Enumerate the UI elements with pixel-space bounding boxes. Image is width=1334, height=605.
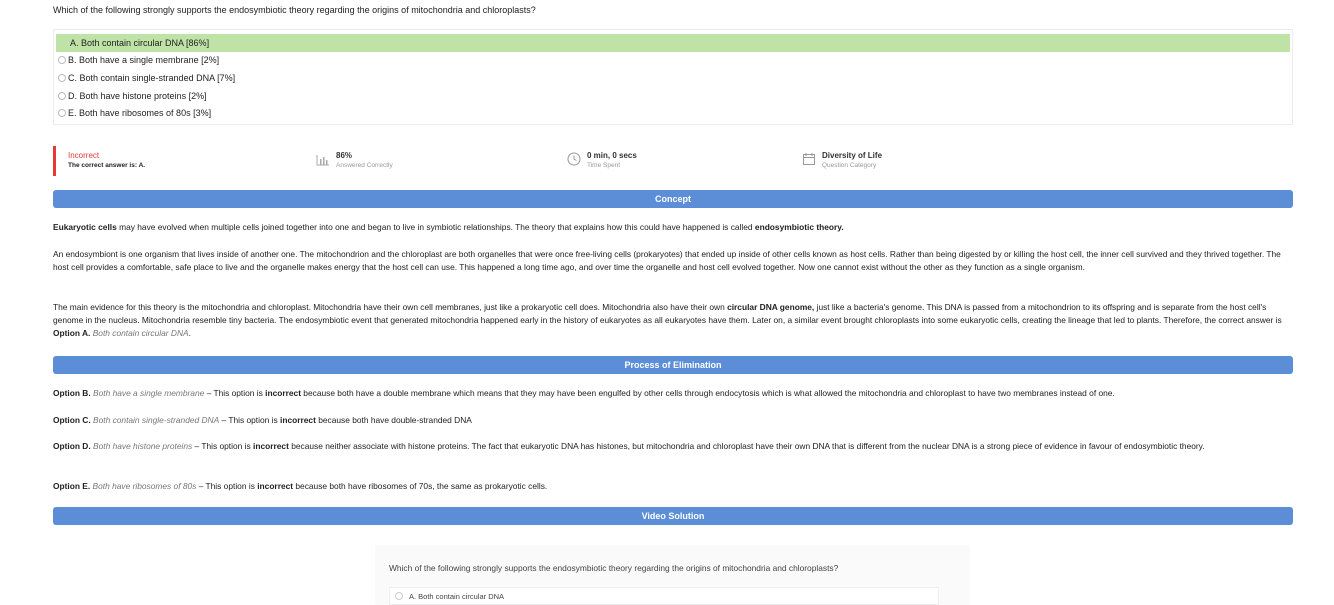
italic-text: Both have ribosomes of 80s: [92, 481, 197, 491]
text: – This option is: [219, 415, 281, 425]
option-e[interactable]: [56, 104, 1290, 122]
bold-text: Eukaryotic cells: [53, 222, 117, 232]
option-label: Option E.: [53, 481, 91, 491]
stat-time-spent: [567, 146, 637, 176]
option-label: A. Both contain circular DNA [86%]: [70, 37, 210, 48]
italic-text: Both have histone proteins: [93, 441, 193, 451]
italic-text: Both contain circular DNA: [92, 328, 189, 338]
time-value: 0 min, 0 secs: [587, 151, 637, 160]
radio-icon[interactable]: [58, 92, 66, 100]
text: just like a bacteria's genome. This DNA is passed from a mitochondrion to its offspring and is separate from the host cell's genome in the nucleus. Mitochondria resemble tiny bacteria. The endosymbiotic event that generated mitochondria happened early in the history of eukaryotes as all eukaryotes have them. Later on, a similar event brought chloroplasts into some eukaryotic cells, creating the lineage that led to plants. Therefore, the correct answer is: [53, 302, 1282, 325]
bold-text: incorrect: [253, 441, 289, 451]
stat-answered-correctly: [316, 146, 393, 176]
question-text: Which of the following strongly supports the endosymbiotic theory regarding the origins of mitochondria and chloroplasts?: [53, 5, 536, 15]
bold-text: incorrect: [265, 388, 301, 398]
correct-answer-text: The correct answer is: A.: [68, 162, 146, 169]
text: .: [188, 328, 191, 338]
text: – This option is: [204, 388, 266, 398]
text: because both have ribosomes of 70s, the same as prokaryotic cells.: [293, 481, 548, 491]
bar-chart-icon: [316, 152, 330, 166]
option-label: Option B.: [53, 388, 91, 398]
concept-paragraph-1: [53, 221, 1293, 234]
option-label: D. Both have histone proteins [2%]: [68, 90, 207, 101]
percent-label: Answered Correctly: [336, 162, 393, 169]
italic-text: Both contain single-stranded DNA: [93, 415, 220, 425]
clock-icon: [567, 152, 581, 166]
option-label: Option D.: [53, 441, 91, 451]
video-option-a: [389, 587, 939, 605]
bold-text: incorrect: [280, 415, 316, 425]
option-label: B. Both have a single membrane [2%]: [68, 55, 220, 66]
option-label: A. Both contain circular DNA: [409, 591, 505, 601]
video-player[interactable]: [375, 545, 970, 605]
concept-paragraph-2: An endosymbiont is one organism that lives inside of another one. The mitochondrion and the chloroplast are both organelles that were once free-living cells (prokaryotes) that ended up inside of other cells known as host cells. Rather than being digested by or killing the host cell, the inner cell survived and they thrived together. The host cell provides a comfortable, safe place to live and the organelle makes energy that the host cell can use. This happened a long time ago, and over time the organelle and host cell evolved together. Now one cannot exist without the other as they function as a single organism.: [53, 249, 1281, 272]
result-label: Incorrect: [68, 151, 100, 160]
option-label: Option C.: [53, 415, 91, 425]
option-d[interactable]: [56, 87, 1290, 105]
video-question-text: Which of the following strongly supports the endosymbiotic theory regarding the origins of mitochondria and chloroplasts?: [389, 563, 839, 573]
radio-icon[interactable]: [58, 74, 66, 82]
option-c[interactable]: [56, 69, 1290, 87]
concept-paragraph-3: [53, 301, 1293, 340]
bold-text: incorrect: [257, 481, 294, 491]
elimination-option-d: [53, 440, 1293, 453]
elimination-banner: Process of Elimination: [53, 356, 1293, 374]
radio-icon[interactable]: [58, 56, 66, 64]
text: because neither associate with histone proteins. The fact that eukaryotic DNA has histones, but mitochondria and chloroplast have their own DNA that is different from the nuclear DNA is a strong piece of evidence in favour of endosymbiotic theory.: [288, 441, 1205, 451]
radio-icon[interactable]: [58, 109, 66, 117]
italic-text: Both have a single membrane: [93, 388, 205, 398]
text: because both have a double membrane which means that they may have been engulfed by other cells through endocytosis which is what allowed the mitochondria and chloroplast to have two membranes instead of one.: [300, 388, 1115, 398]
time-label: Time Spent: [587, 162, 620, 169]
text: The main evidence for this theory is the mitochondria and chloroplast. Mitochondria have their own cell membranes, just like a prokaryotic cell does. Mitochondria also have their own: [53, 302, 728, 312]
bold-text: circular DNA genome,: [727, 302, 815, 312]
text: may have evolved when multiple cells joined together into one and began to live in symbiotic relationships. The theory that explains how this could have happened is called: [116, 222, 755, 232]
answer-options: [53, 29, 1293, 125]
text: – This option is: [192, 441, 254, 451]
text: – This option is: [196, 481, 258, 491]
elimination-option-e: [53, 480, 1293, 493]
category-label: Question Category: [822, 162, 877, 169]
elimination-option-c: [53, 414, 1293, 427]
option-a[interactable]: [56, 34, 1290, 52]
result-status: [53, 146, 145, 176]
option-label: E. Both have ribosomes of 80s [3%]: [68, 108, 212, 119]
concept-banner: Concept: [53, 190, 1293, 208]
video-solution-banner: Video Solution: [53, 507, 1293, 525]
stat-question-category: [802, 146, 882, 176]
option-b[interactable]: [56, 52, 1290, 70]
result-stats: [53, 146, 1293, 176]
calendar-icon: [802, 152, 816, 166]
radio-icon: [395, 592, 403, 600]
text: because both have double-stranded DNA: [315, 415, 472, 425]
percent-value: 86%: [336, 151, 353, 160]
elimination-option-b: [53, 387, 1293, 400]
bold-text: Option A.: [53, 328, 91, 338]
option-label: C. Both contain single-stranded DNA [7%]: [68, 72, 236, 83]
category-value: Diversity of Life: [822, 151, 883, 160]
bold-text: endosymbiotic theory.: [754, 222, 844, 232]
